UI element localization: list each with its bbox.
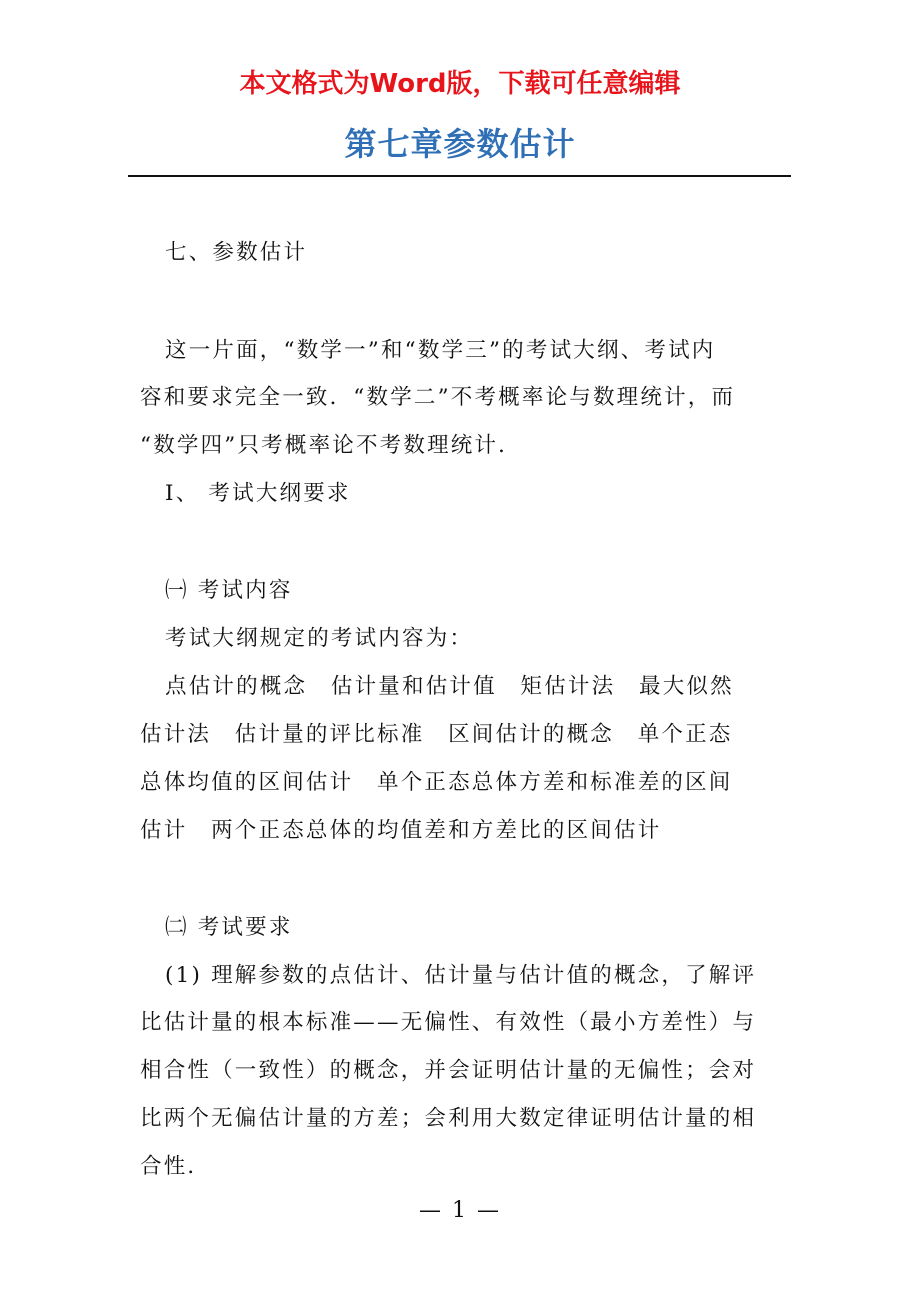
paragraph-line: “数学四”只考概率论不考数理统计． [140,433,522,458]
paragraph-line: 点估计的概念 估计量和估计值 矩估计法 最大似然 [165,674,734,699]
subsection-heading: ㈠ 考试内容 [165,578,293,603]
paragraph-line: 比两个无偏估计量的方差；会利用大数定律证明估计量的相 [140,1106,757,1131]
paragraph-line: 这一片面，“数学一”和“数学三”的考试大纲、考试内 [165,338,716,363]
paragraph-line: 相合性（一致性）的概念，并会证明估计量的无偏性；会对 [140,1058,757,1083]
section-heading: 七、参数估计 [165,240,308,265]
title-divider [128,175,791,177]
format-banner: 本文格式为Word版，下载可任意编辑 [239,69,681,99]
paragraph-line: 容和要求完全一致．“数学二”不考概率论与数理统计，而 [140,385,736,410]
subsection-heading: ㈡ 考试要求 [165,915,293,940]
paragraph-line: 考试大纲规定的考试内容为： [165,626,474,651]
paragraph-line: 合性． [140,1154,212,1179]
page-number: — 1 — [419,1198,501,1223]
paragraph-line: 估计法 估计量的评比标准 区间估计的概念 单个正态 [140,722,733,747]
subsection-heading: Ⅰ、 考试大纲要求 [165,481,351,506]
document-title: 第七章参数估计 [344,125,576,163]
paragraph-line: 比估计量的根本标准——无偏性、有效性（最小方差性）与 [140,1010,757,1035]
paragraph-line: 总体均值的区间估计 单个正态总体方差和标准差的区间 [140,770,733,795]
paragraph-line: 估计 两个正态总体的均值差和方差比的区间估计 [140,818,662,843]
paragraph-line: (1) 理解参数的点估计、估计量与估计值的概念，了解评 [165,963,757,988]
